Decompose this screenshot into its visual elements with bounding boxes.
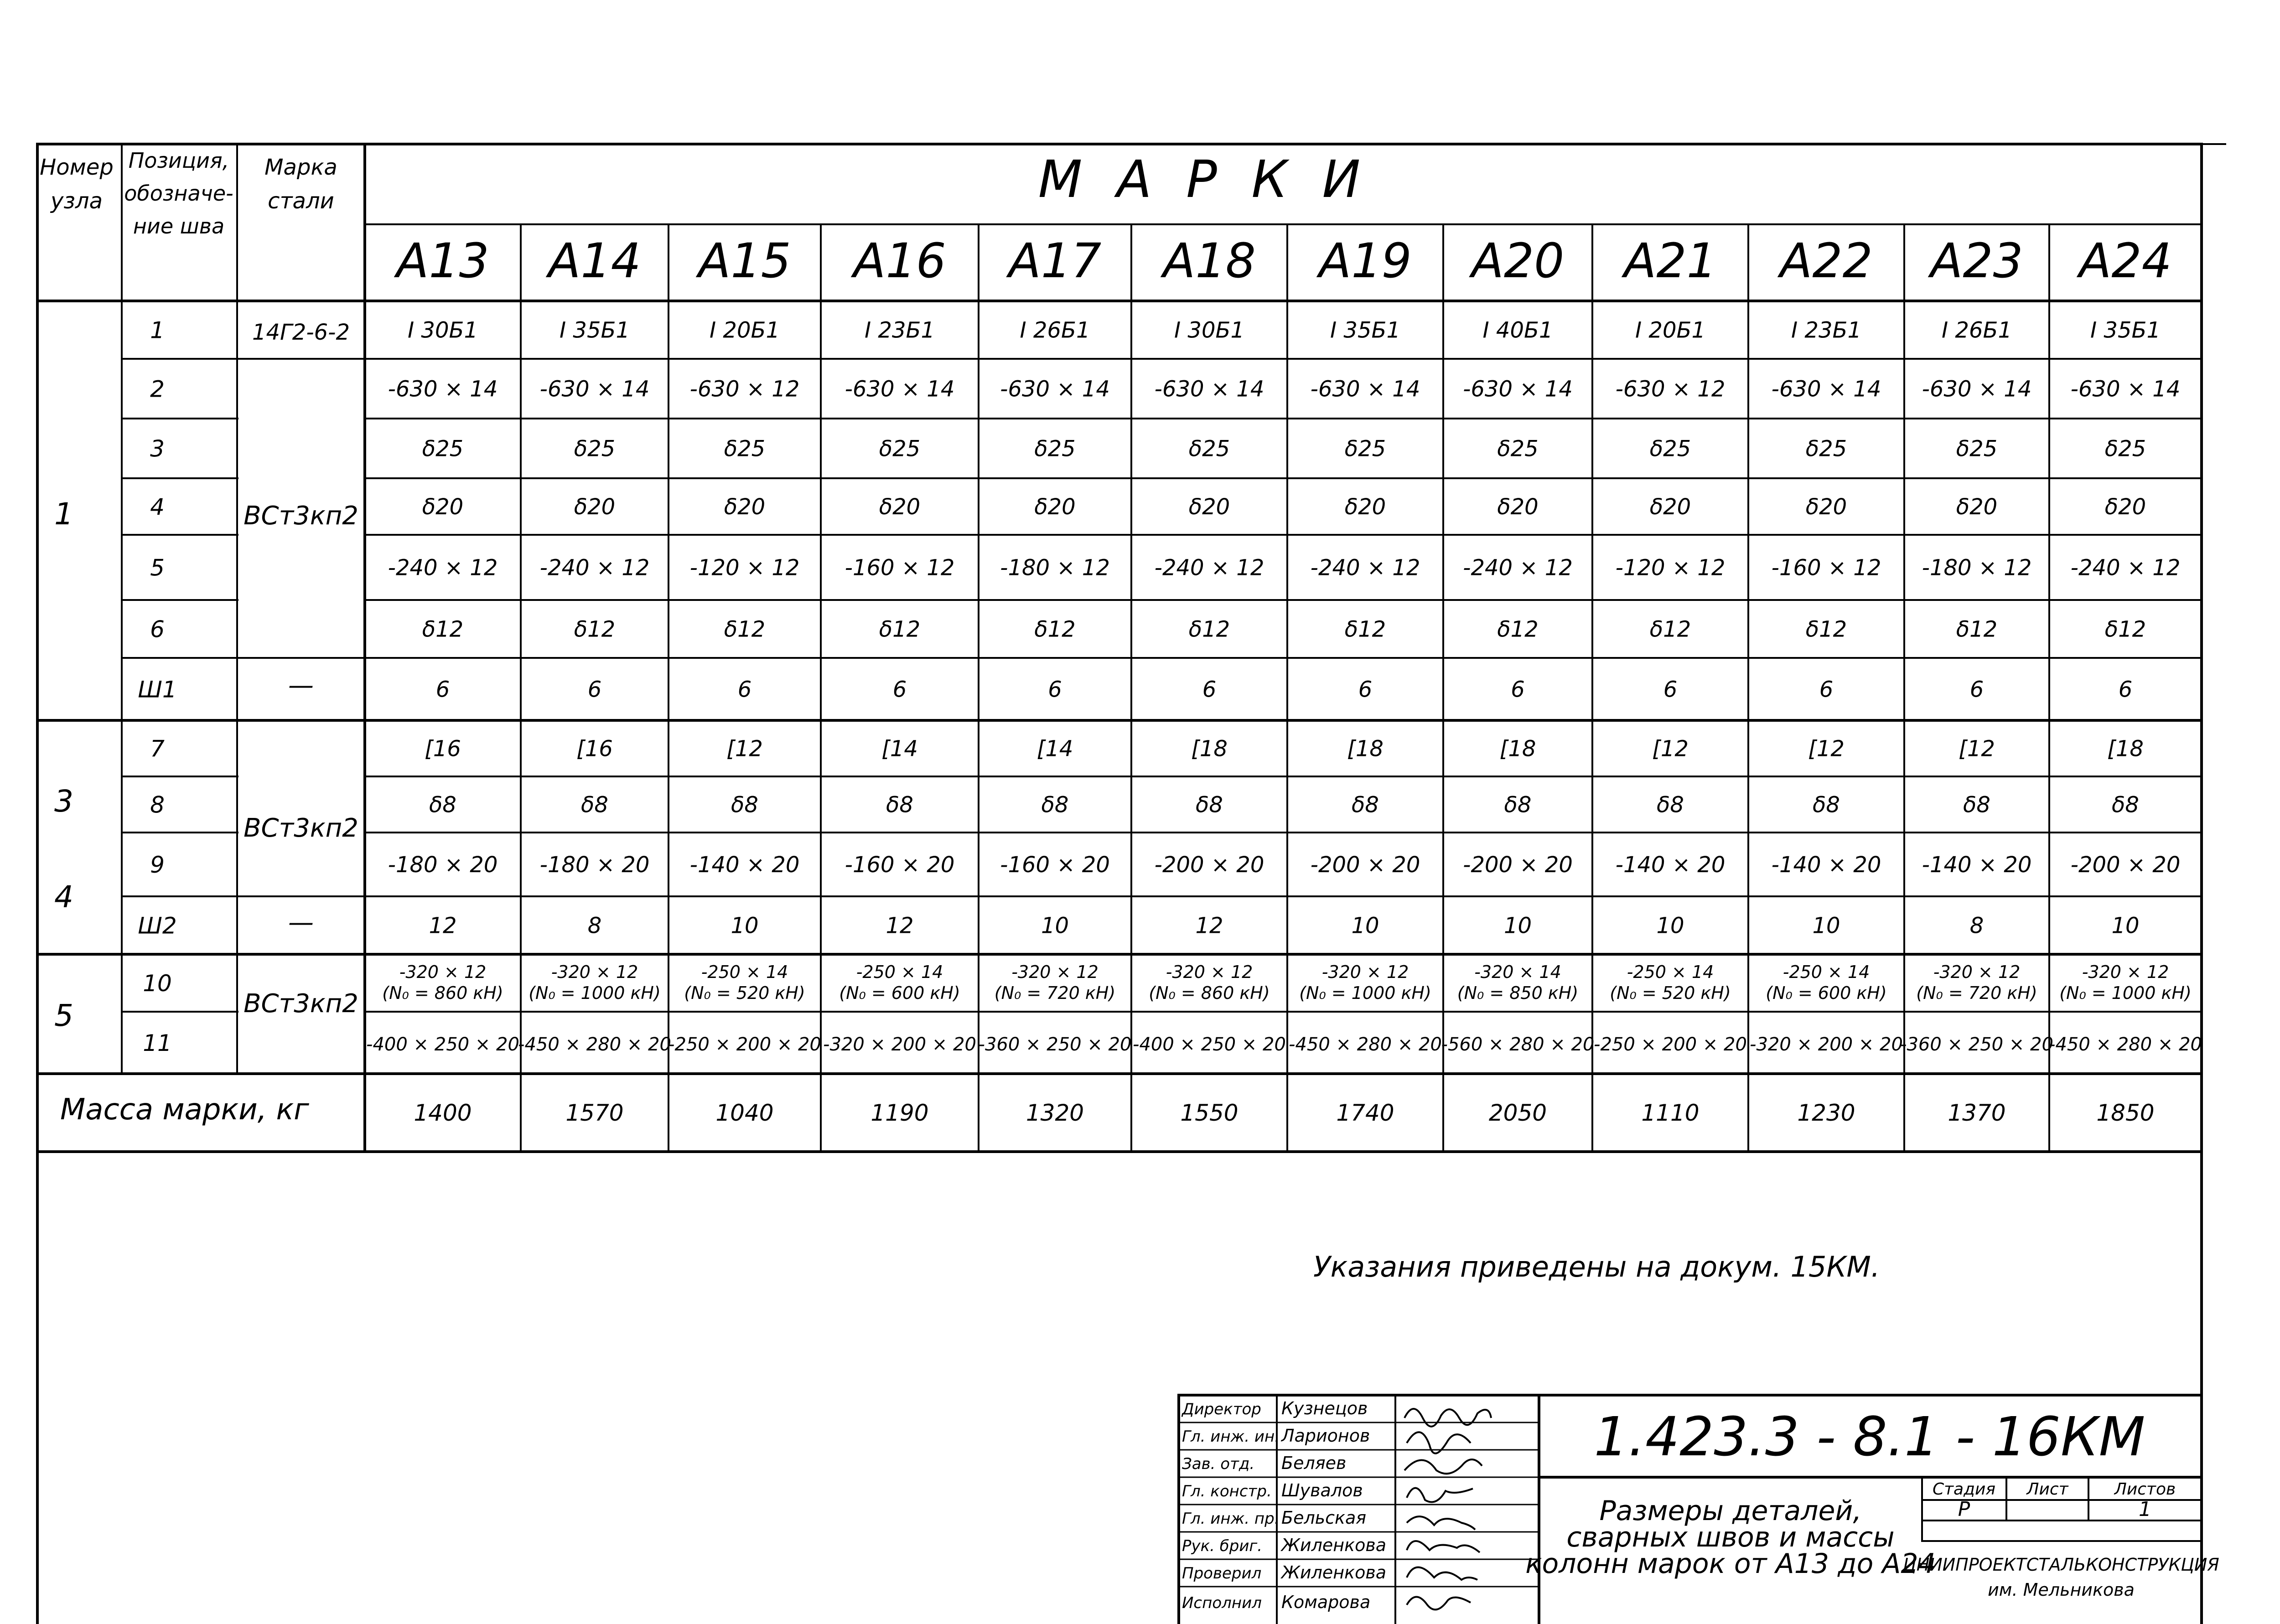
note-text: Указания приведены на докум. 15КМ. (1313, 1250, 1880, 1283)
table-cell: δ20 (574, 494, 616, 520)
table-cell: δ8 (1813, 792, 1840, 818)
table-cell: [12 (1652, 736, 1689, 762)
position-label: 6 (150, 616, 165, 643)
table-cell: δ25 (1956, 436, 1998, 462)
sheets-value: 1 (2139, 1498, 2151, 1521)
table-cell: 6 (1511, 677, 1525, 703)
table-cell: 6 (587, 677, 602, 703)
table-cell: -160 × 12 (1771, 555, 1881, 581)
table-cell: 10 (1812, 913, 1840, 939)
signature-scribble (1407, 1541, 1480, 1552)
mark-column-header: А17 (1008, 233, 1102, 289)
position-label: 7 (150, 735, 165, 762)
table-cell: I 35Б1 (2090, 317, 2161, 343)
signature-scribble (1404, 1459, 1482, 1474)
table-cell: I 20Б1 (1635, 317, 1705, 343)
table-cell: -630 × 14 (539, 376, 650, 402)
table-cell: δ25 (879, 436, 921, 462)
table-cell: -250 × 14 (N₀ = 600 кН) (839, 962, 960, 1003)
table-cell: I 35Б1 (560, 317, 630, 343)
position-label: 10 (143, 970, 172, 997)
steel-grade: — (288, 671, 314, 700)
mark-column-header: А18 (1163, 233, 1256, 289)
stamp-role: Гл. инж. ин. (1182, 1427, 1280, 1446)
table-cell: δ12 (1956, 616, 1998, 642)
stamp-role: Исполнил (1182, 1594, 1262, 1612)
table-cell: -630 × 14 (1310, 376, 1420, 402)
table-cell: 8 (1969, 913, 1984, 939)
table-cell: I 35Б1 (1330, 317, 1400, 343)
position-label: 9 (150, 852, 165, 878)
table-cell: -250 × 14 (N₀ = 520 кН) (1610, 962, 1731, 1003)
position-label: 11 (143, 1030, 172, 1056)
table-cell: -240 × 12 (539, 555, 650, 581)
table-cell: δ20 (1034, 494, 1076, 520)
table-cell: 8 (587, 913, 602, 939)
table-cell: 6 (1819, 677, 1834, 703)
table-cell: δ12 (724, 616, 766, 642)
header-marks: М А Р К И (1038, 150, 1370, 209)
table-cell: δ20 (1805, 494, 1847, 520)
mass-value: 1190 (871, 1100, 929, 1126)
mass-value: 1040 (715, 1100, 774, 1126)
table-cell: -360 × 250 × 20 (1900, 1034, 2053, 1055)
position-label: Ш1 (138, 676, 177, 703)
table-cell: δ20 (1956, 494, 1998, 520)
stamp-role: Гл. инж. пр. (1182, 1510, 1280, 1528)
table-cell: δ8 (1196, 792, 1223, 818)
table-cell: -240 × 12 (1463, 555, 1573, 581)
table-cell: [18 (1191, 736, 1228, 762)
table-cell: δ12 (2104, 616, 2146, 642)
table-cell: -250 × 14 (N₀ = 520 кН) (684, 962, 805, 1003)
stamp-name: Шувалов (1281, 1480, 1363, 1500)
signature-scribble (1404, 1409, 1491, 1427)
table-cell: -250 × 200 × 20 (1594, 1034, 1747, 1055)
table-cell: 10 (1351, 913, 1379, 939)
table-cell: -240 × 12 (388, 555, 498, 581)
table-cell: -180 × 20 (388, 852, 498, 878)
table-cell: [18 (2107, 736, 2144, 762)
table-cell: δ25 (1034, 436, 1076, 462)
table-cell: 10 (1041, 913, 1069, 939)
table-cell: -630 × 14 (1771, 376, 1881, 402)
table-cell: -320 × 12 (N₀ = 860 кН) (382, 962, 503, 1003)
table-cell: [16 (576, 736, 613, 762)
table-cell: -630 × 14 (1000, 376, 1110, 402)
table-cell: 10 (2111, 913, 2140, 939)
table-cell: -630 × 14 (1463, 376, 1573, 402)
table-cell: δ12 (1034, 616, 1076, 642)
table-cell: -400 × 250 × 20 (1133, 1034, 1286, 1055)
steel-grade: ВСт3кп2 (244, 989, 358, 1019)
document-code: 1.423.3 - 8.1 - 16КМ (1594, 1405, 2145, 1468)
table-cell: -630 × 14 (1922, 376, 2032, 402)
mark-column-header: А19 (1319, 233, 1412, 289)
table-cell: δ8 (1352, 792, 1379, 818)
table-cell: 6 (1969, 677, 1984, 703)
table-cell: I 40Б1 (1482, 317, 1553, 343)
header-steel-grade: Марка стали (264, 155, 337, 214)
table-cell: δ20 (1649, 494, 1691, 520)
table-cell: δ12 (1344, 616, 1386, 642)
merged-cell (238, 775, 363, 778)
table-cell: 6 (1663, 677, 1678, 703)
table-cell: δ25 (574, 436, 616, 462)
stamp-name: Комарова (1281, 1592, 1371, 1612)
sheets-header: Листов (2114, 1480, 2176, 1499)
table-cell: δ8 (731, 792, 758, 818)
table-cell: -360 × 250 × 20 (978, 1034, 1132, 1055)
table-cell: 10 (731, 913, 759, 939)
table-cell: δ20 (1188, 494, 1230, 520)
table-text (40, 148, 2219, 1612)
table-cell: δ25 (1497, 436, 1539, 462)
mass-value: 1110 (1641, 1100, 1700, 1126)
table-cell: δ8 (1963, 792, 1990, 818)
stage-header: Стадия (1932, 1480, 1996, 1499)
table-cell: δ25 (1649, 436, 1691, 462)
stamp-role: Гл. констр. (1182, 1482, 1272, 1500)
table-cell: -630 × 14 (2070, 376, 2181, 402)
table-cell: -140 × 20 (1771, 852, 1881, 878)
table-cell: -450 × 280 × 20 (2049, 1034, 2202, 1055)
table-cell: -320 × 12 (N₀ = 1000 кН) (529, 962, 661, 1003)
position-label: 3 (150, 435, 165, 462)
table-cell: 6 (435, 677, 450, 703)
stamp-role: Директор (1182, 1400, 1261, 1418)
steel-grade: — (288, 908, 314, 937)
merged-cell (238, 598, 363, 602)
stamp-name: Бельская (1281, 1508, 1367, 1528)
table-cell: δ20 (422, 494, 464, 520)
stage-value: Р (1958, 1498, 1970, 1521)
table-cell: δ25 (1805, 436, 1847, 462)
table-cell: -140 × 20 (1615, 852, 1726, 878)
table-cell: -160 × 12 (845, 555, 955, 581)
table-cell: 12 (886, 913, 914, 939)
mass-value: 1550 (1180, 1100, 1238, 1126)
table-cell: I 30Б1 (1174, 317, 1244, 343)
table-cell: -320 × 12 (N₀ = 860 кН) (1149, 962, 1270, 1003)
table-cell: -560 × 280 × 20 (1441, 1034, 1595, 1055)
table-cell: δ12 (879, 616, 921, 642)
table-cell: -320 × 200 × 20 (1750, 1034, 1903, 1055)
table-cell: 6 (1358, 677, 1373, 703)
mass-value: 1740 (1336, 1100, 1394, 1126)
position-label: 1 (150, 317, 165, 344)
table-cell: -630 × 14 (845, 376, 955, 402)
table-cell: I 30Б1 (408, 317, 478, 343)
signature-scribble (1407, 1488, 1473, 1502)
table-cell: -160 × 20 (845, 852, 955, 878)
table-cell: δ20 (2104, 494, 2146, 520)
stamp-role: Зав. отд. (1182, 1455, 1255, 1473)
mark-column-header: А24 (2079, 233, 2172, 289)
mass-value: 1850 (2096, 1100, 2155, 1126)
mark-column-header: А20 (1471, 233, 1565, 289)
table-cell: -320 × 12 (N₀ = 1000 кН) (1299, 962, 1431, 1003)
position-label: 2 (150, 376, 165, 403)
table-cell: 6 (2118, 677, 2133, 703)
table-cell: δ8 (1657, 792, 1684, 818)
table-cell: -450 × 280 × 20 (518, 1034, 671, 1055)
table-cell: δ25 (1188, 436, 1230, 462)
table-cell: [12 (1808, 736, 1845, 762)
table-cell: I 23Б1 (865, 317, 935, 343)
table-cell: -180 × 12 (1000, 555, 1110, 581)
table-cell: δ25 (422, 436, 464, 462)
steel-grade: ВСт3кп2 (244, 501, 358, 531)
header-position: Позиция, обозначе-ние шва (124, 148, 233, 238)
table-grid (37, 144, 2225, 1624)
signature-scribble (1407, 1597, 1471, 1610)
table-cell: 6 (1202, 677, 1217, 703)
node-label: 3 (54, 784, 73, 819)
table-cell: -120 × 12 (1615, 555, 1726, 581)
table-cell: -320 × 12 (N₀ = 1000 кН) (2059, 962, 2192, 1003)
table-cell: 12 (429, 913, 457, 939)
node-label: 5 (54, 998, 73, 1033)
mass-value: 1370 (1948, 1100, 2006, 1126)
table-cell: δ20 (879, 494, 921, 520)
mass-label: Масса марки, кг (60, 1093, 309, 1127)
table-cell: -400 × 250 × 20 (366, 1034, 519, 1055)
steel-grade: ВСт3кп2 (244, 813, 358, 843)
table-cell: δ12 (574, 616, 616, 642)
table-cell: -240 × 12 (1310, 555, 1420, 581)
node-label: 4 (54, 879, 73, 915)
table-cell: I 26Б1 (1020, 317, 1090, 343)
table-cell: I 20Б1 (710, 317, 780, 343)
table-cell: -630 × 14 (388, 376, 498, 402)
mark-column-header: А15 (698, 233, 791, 289)
table-cell: δ12 (1649, 616, 1691, 642)
table-cell: -320 × 14 (N₀ = 850 кН) (1457, 962, 1579, 1003)
position-label: 5 (150, 554, 165, 581)
table-cell: [14 (881, 736, 918, 762)
mass-value: 1230 (1797, 1100, 1855, 1126)
table-cell: -320 × 12 (N₀ = 720 кН) (994, 962, 1116, 1003)
table-cell: [18 (1499, 736, 1536, 762)
mark-column-header: А22 (1780, 233, 1873, 289)
mass-value: 1400 (414, 1100, 472, 1126)
table-cell: 6 (892, 677, 907, 703)
merged-cell (238, 417, 363, 420)
merged-cell (238, 533, 363, 537)
organization-subtitle: им. Мельникова (1988, 1580, 2135, 1600)
table-cell: -630 × 12 (1615, 376, 1726, 402)
mass-value: 1570 (565, 1100, 624, 1126)
stamp-name: Жиленкова (1281, 1562, 1387, 1583)
mark-column-header: А21 (1624, 233, 1717, 289)
organization-name: ЦНИИПРОЕКТСТАЛЬКОНСТРУКЦИЯ (1903, 1555, 2219, 1575)
table-cell: -450 × 280 × 20 (1289, 1034, 1442, 1055)
table-cell: 10 (1503, 913, 1532, 939)
drawing-title: Размеры деталей, сварных швов и массы колонн марок от А13 до А24 (1525, 1495, 1936, 1580)
table-cell: -630 × 12 (689, 376, 800, 402)
table-cell: [12 (1959, 736, 1995, 762)
table-cell: 6 (737, 677, 752, 703)
stamp-name: Ларионов (1281, 1426, 1370, 1446)
table-cell: δ8 (581, 792, 608, 818)
table-cell: I 23Б1 (1791, 317, 1861, 343)
position-label: 4 (150, 494, 165, 520)
table-cell: -140 × 20 (1922, 852, 2032, 878)
table-cell: -120 × 12 (689, 555, 800, 581)
mark-column-header: А13 (396, 233, 489, 289)
table-cell: -200 × 20 (2070, 852, 2181, 878)
table-cell: -250 × 14 (N₀ = 600 кН) (1766, 962, 1887, 1003)
merged-cell (238, 476, 363, 480)
table-cell: δ8 (2112, 792, 2139, 818)
signatures (1404, 1409, 1491, 1609)
table-cell: [12 (726, 736, 763, 762)
table-cell: δ25 (724, 436, 766, 462)
table-cell: δ12 (1188, 616, 1230, 642)
table-cell: -200 × 20 (1154, 852, 1264, 878)
table-cell: δ20 (724, 494, 766, 520)
table-cell: δ20 (1497, 494, 1539, 520)
table-cell: -320 × 200 × 20 (823, 1034, 976, 1055)
table-cell: δ8 (429, 792, 456, 818)
table-cell: 6 (1048, 677, 1062, 703)
table-cell: δ20 (1344, 494, 1386, 520)
header-node-number: Номер узла (40, 155, 114, 214)
table-cell: -160 × 20 (1000, 852, 1110, 878)
table-cell: -200 × 20 (1463, 852, 1573, 878)
table-cell: -180 × 12 (1922, 555, 2032, 581)
mark-column-header: А14 (548, 233, 641, 289)
node-label: 1 (54, 497, 73, 532)
table-cell: -250 × 200 × 20 (668, 1034, 821, 1055)
steel-grade: 14Г2-6-2 (252, 320, 350, 345)
mass-value: 2050 (1488, 1100, 1547, 1126)
table-cell: 12 (1195, 913, 1223, 939)
stamp-name: Кузнецов (1281, 1398, 1368, 1418)
position-label: Ш2 (138, 912, 177, 939)
table-cell: -320 × 12 (N₀ = 720 кН) (1916, 962, 2037, 1003)
table-cell: -630 × 14 (1154, 376, 1264, 402)
table-cell: [14 (1036, 736, 1073, 762)
stamp-name: Беляев (1281, 1453, 1347, 1473)
mark-column-header: А23 (1930, 233, 2023, 289)
table-cell: δ12 (422, 616, 464, 642)
table-cell: -140 × 20 (689, 852, 800, 878)
table-cell: 10 (1656, 913, 1684, 939)
table-cell: δ8 (1504, 792, 1532, 818)
sheet-header: Лист (2026, 1480, 2068, 1499)
stamp-name: Жиленкова (1281, 1535, 1387, 1555)
signature-scribble (1407, 1516, 1475, 1530)
table-cell: δ8 (1041, 792, 1069, 818)
table-cell: -180 × 20 (539, 852, 650, 878)
table-cell: [16 (425, 736, 461, 762)
table-cell: δ25 (1344, 436, 1386, 462)
table-cell: δ25 (2104, 436, 2146, 462)
table-cell: δ12 (1497, 616, 1539, 642)
mass-value: 1320 (1026, 1100, 1084, 1126)
signature-scribble (1407, 1567, 1477, 1580)
table-cell: -240 × 12 (1154, 555, 1264, 581)
table-cell: δ12 (1805, 616, 1847, 642)
table-cell: I 26Б1 (1942, 317, 2012, 343)
position-label: 8 (150, 791, 165, 818)
table-cell: -200 × 20 (1310, 852, 1420, 878)
stamp-role: Проверил (1182, 1564, 1262, 1583)
table-cell: -240 × 12 (2070, 555, 2181, 581)
stamp-role: Рук. бриг. (1182, 1537, 1263, 1555)
mark-column-header: А16 (853, 233, 946, 289)
table-cell: δ8 (886, 792, 913, 818)
table-cell: [18 (1347, 736, 1384, 762)
